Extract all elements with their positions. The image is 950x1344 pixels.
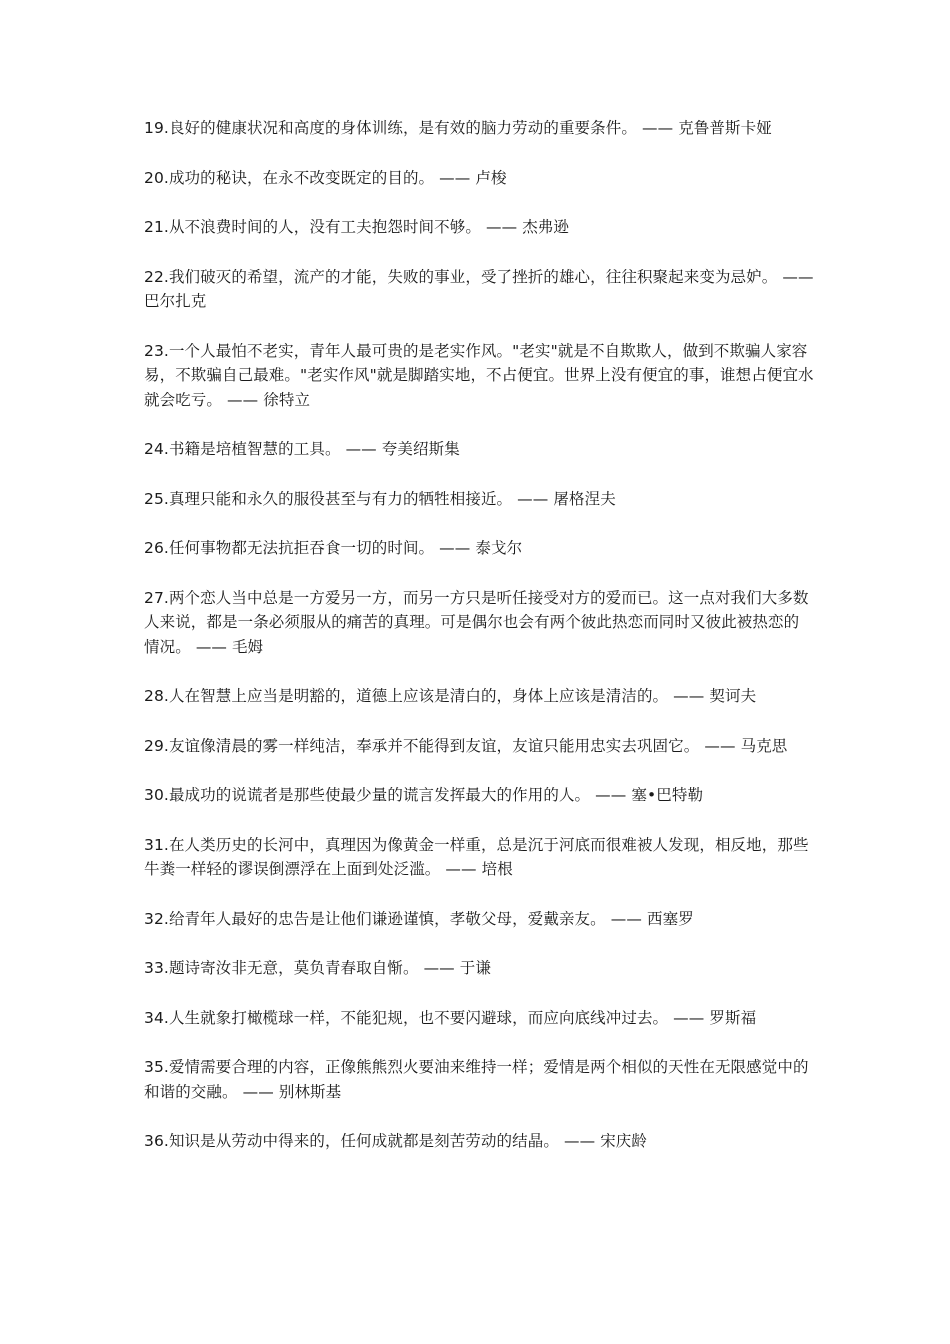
quote-item: 20.成功的秘诀，在永不改变既定的目的。 —— 卢梭 (144, 168, 507, 187)
quote-item: 32.给青年人最好的忠告是让他们谦逊谨慎，孝敬父母，爱戴亲友。 —— 西塞罗 (144, 909, 694, 928)
quote-item: 21.从不浪费时间的人，没有工夫抱怨时间不够。 —— 杰弗逊 (144, 218, 570, 236)
quote-item: 27.两个恋人当中总是一方爱另一方，而另一方只是听任接受对方的爱而已。这一点对我们大多数人来说，都是一条必须服从的痛苦的真理。可是偶尔也会有两个彼此热恋而同时又彼此被热恋的情况。 —— 毛姆 (144, 588, 809, 656)
quote-item: 23.一个人最怕不老实，青年人最可贵的是老实作风。"老实"就是不自欺欺人，做到不欺骗人家容易，不欺骗自己最难。"老实作风"就是脚踏实地，不占便宜。世界上没有便宜的事，谁想占便宜水就会吃亏。 —— 徐特立 (144, 341, 814, 409)
quote-item: 24.书籍是培植智慧的工具。 —— 夸美绍斯集 (144, 440, 460, 458)
quote-item: 34.人生就象打橄榄球一样，不能犯规，也不要闪避球，而应向底线冲过去。 —— 罗斯福 (144, 1008, 757, 1027)
quote-item: 35.爱情需要合理的内容，正像熊熊烈火要油来维持一样；爱情是两个相似的天性在无限感觉中的和谐的交融。 —— 别林斯基 (144, 1058, 809, 1101)
quote-item: 19.良好的健康状况和高度的身体训练，是有效的脑力劳动的重要条件。 —— 克鲁普斯卡娅 (144, 119, 772, 137)
quote-item: 33.题诗寄汝非无意，莫负青春取自惭。 —— 于谦 (144, 959, 492, 977)
quote-list (144, 116, 814, 1179)
quote-item: 25.真理只能和永久的服役甚至与有力的牺牲相接近。 —— 屠格涅夫 (144, 489, 616, 508)
quote-item: 26.任何事物都无法抗拒吞食一切的时间。 —— 泰戈尔 (144, 539, 523, 557)
quote-item: 28.人在智慧上应当是明豁的，道德上应该是清白的，身体上应该是清洁的。 —— 契诃夫 (144, 687, 757, 705)
quote-item: 29.友谊像清晨的雾一样纯洁，奉承并不能得到友谊，友谊只能用忠实去巩固它。 —— 马克思 (144, 736, 788, 755)
quote-item: 22.我们破灭的希望，流产的才能，失败的事业，受了挫折的雄心，往往积聚起来变为忌妒。 —— 巴尔扎克 (144, 267, 814, 310)
quote-item: 36.知识是从劳动中得来的，任何成就都是刻苦劳动的结晶。 —— 宋庆龄 (144, 1132, 648, 1150)
quote-item: 31.在人类历史的长河中，真理因为像黄金一样重，总是沉于河底而很难被人发现，相反地，那些牛粪一样轻的谬误倒漂浮在上面到处泛滥。 —— 培根 (144, 835, 809, 878)
quote-item: 30.最成功的说谎者是那些使最少量的谎言发挥最大的作用的人。 —— 塞•巴特勒 (144, 786, 704, 804)
